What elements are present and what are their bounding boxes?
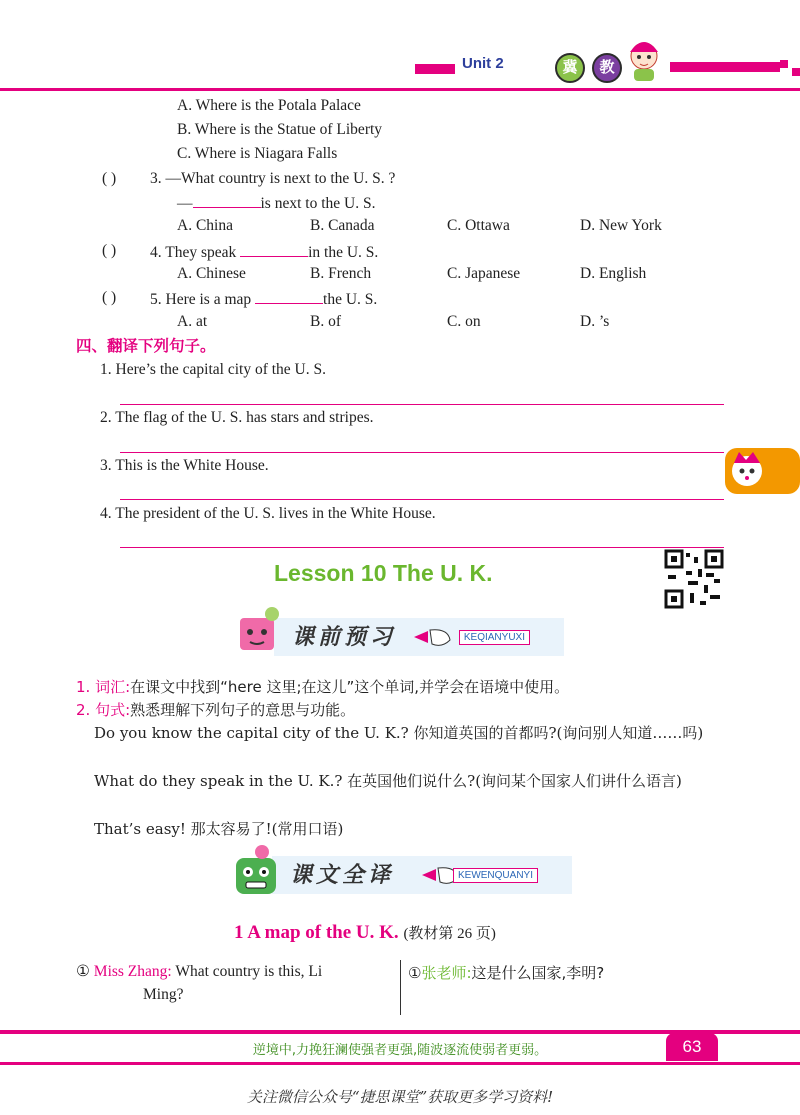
- side-tab-mascot-icon: [725, 446, 800, 496]
- q2-option-c: C. Where is Niagara Falls: [177, 145, 338, 162]
- section-4-heading: 四、翻译下列句子。: [76, 337, 216, 355]
- q3-dash: —: [177, 195, 193, 212]
- preview-banner-tag: KEQIANYUXI: [459, 630, 530, 645]
- q5-option-d: D. ’s: [580, 313, 610, 330]
- pointing-hand-icon: [412, 626, 452, 648]
- q5-option-a: A. at: [177, 313, 208, 330]
- q5-option-c: C. on: [447, 313, 481, 330]
- dialogue-en-num: ①: [76, 963, 90, 980]
- dialogue-cn-text: 这是什么国家,李明?: [471, 964, 605, 982]
- passage-title: [234, 922, 496, 944]
- answer-line-2[interactable]: [120, 452, 724, 453]
- green-monster-mascot-icon: [232, 842, 284, 902]
- publisher-badge-jiao: 教: [592, 53, 622, 83]
- dialogue-cn-speaker: 张老师:: [421, 964, 472, 982]
- dialogue-en-line-1: [76, 962, 322, 981]
- page-header: [0, 0, 800, 95]
- footer-motto: 逆境中,力挽狂澜使强者更强,随波逐流使弱者更弱。: [252, 1043, 548, 1058]
- dialogue-cn-num: ①: [408, 964, 422, 982]
- page-number: 63: [666, 1033, 718, 1061]
- q2-option-a: A. Where is the Potala Palace: [177, 97, 361, 114]
- q5-option-b: B. of: [310, 313, 341, 330]
- q4-stem-a: 4. They speak: [150, 244, 237, 261]
- translation-banner-label: 课文全译: [290, 863, 395, 888]
- translation-banner-tag: KEWENQUANYI: [453, 868, 538, 883]
- girl-mascot-icon: [622, 36, 668, 84]
- dialogue-en-text-2: Ming?: [143, 986, 184, 1003]
- translate-item-3: 3. This is the White House.: [100, 457, 269, 474]
- dialogue-en-text: What country is this, Li: [175, 963, 323, 980]
- q4-blank[interactable]: [240, 242, 308, 257]
- preview-item-1: [76, 676, 569, 697]
- q5-stem-b: the U. S.: [323, 291, 378, 308]
- q3-option-c: C. Ottawa: [447, 217, 510, 234]
- q3-option-d: D. New York: [580, 217, 662, 234]
- pink-cube-mascot-icon: [234, 606, 284, 662]
- q5-answer-paren[interactable]: ( ): [102, 289, 117, 306]
- column-divider: [400, 960, 401, 1015]
- answer-line-1[interactable]: [120, 404, 724, 405]
- dialogue-en-speaker: Miss Zhang:: [93, 963, 172, 980]
- q3-option-a: A. China: [177, 217, 233, 234]
- answer-line-4[interactable]: [120, 547, 724, 548]
- preview-banner: [234, 612, 564, 662]
- answer-line-3[interactable]: [120, 499, 724, 500]
- translate-item-1: 1. Here’s the capital city of the U. S.: [100, 361, 326, 378]
- qr-code-icon[interactable]: [664, 549, 724, 609]
- q2-option-b: B. Where is the Statue of Liberty: [177, 121, 383, 138]
- q4-option-d: D. English: [580, 265, 647, 282]
- q3-answer-paren[interactable]: ( ): [102, 170, 117, 187]
- publisher-badge-ji: 冀: [555, 53, 585, 83]
- q3-answer-line: [177, 193, 375, 213]
- preview-item-2: [76, 699, 355, 720]
- translation-banner: [232, 850, 572, 900]
- preview-item-2-num: 2. 句式:: [76, 701, 131, 719]
- translate-item-4: 4. The president of the U. S. lives in the White House.: [100, 505, 436, 522]
- lesson-title: Lesson 10 The U. K.: [274, 560, 493, 586]
- q4-stem: [150, 242, 378, 262]
- preview-item-2-text: 熟悉理解下列句子的意思与功能。: [130, 701, 356, 719]
- preview-sentence-1: Do you know the capital city of the U. K.? 你知道英国的首都吗?(询问别人知道……吗): [94, 724, 704, 742]
- unit-title: Unit 2: [462, 55, 504, 72]
- q4-option-a: A. Chinese: [177, 265, 246, 282]
- q5-blank[interactable]: [255, 289, 323, 304]
- preview-item-1-num: 1. 词汇:: [76, 678, 131, 696]
- q4-option-b: B. French: [310, 265, 372, 282]
- preview-banner-label: 课前预习: [292, 625, 397, 650]
- q3-answer-rest: is next to the U. S.: [260, 195, 376, 212]
- translate-item-2: 2. The flag of the U. S. has stars and stripes.: [100, 409, 374, 426]
- bottom-note: 关注微信公众号“捷思课堂”获取更多学习资料!: [246, 1088, 554, 1106]
- q5-stem: [150, 289, 377, 309]
- preview-sentence-3: That’s easy! 那太容易了!(常用口语): [94, 820, 344, 838]
- preview-item-1-text: 在课文中找到“here 这里;在这儿”这个单词,并学会在语境中使用。: [130, 678, 570, 696]
- passage-title-text: 1 A map of the U. K.: [234, 922, 399, 943]
- dialogue-cn-line-1: [408, 962, 604, 983]
- preview-sentence-2: What do they speak in the U. K.? 在英国他们说什么?(询问某个国家人们讲什么语言): [94, 772, 682, 790]
- passage-title-note: (教材第 26 页): [403, 926, 496, 942]
- q4-answer-paren[interactable]: ( ): [102, 242, 117, 259]
- q3-stem: 3. —What country is next to the U. S. ?: [150, 170, 396, 187]
- q3-option-b: B. Canada: [310, 217, 375, 234]
- q4-option-c: C. Japanese: [447, 265, 521, 282]
- q5-stem-a: 5. Here is a map: [150, 291, 252, 308]
- q4-stem-b: in the U. S.: [308, 244, 379, 261]
- q3-blank[interactable]: [193, 193, 261, 208]
